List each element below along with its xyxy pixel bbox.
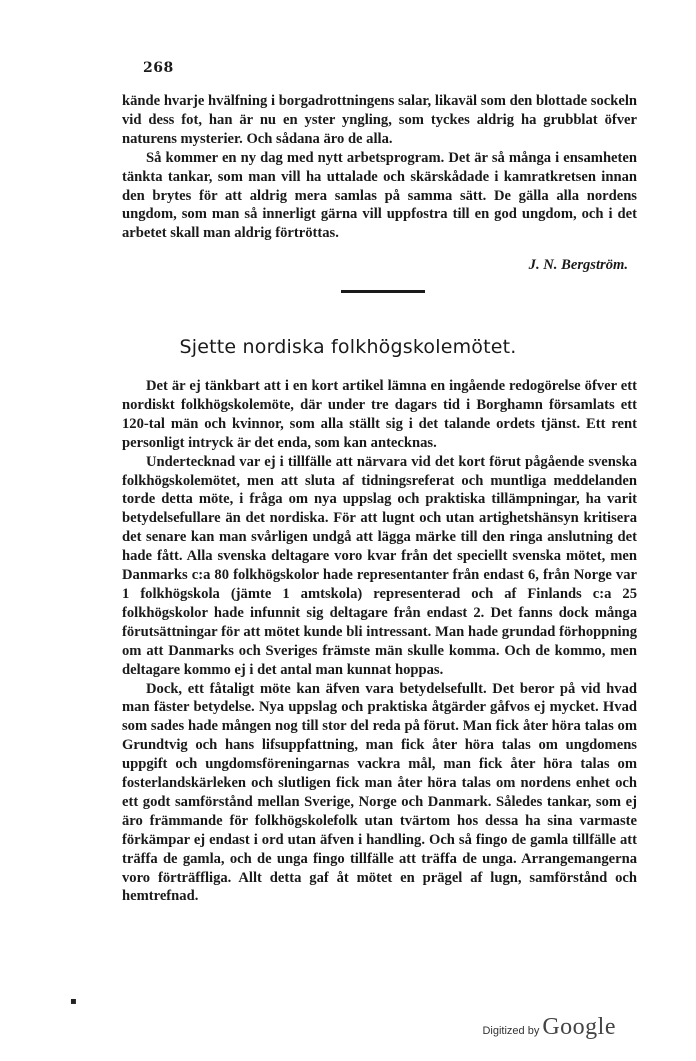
section-title: Sjette nordiska folkhögskolemötet. (179, 336, 517, 358)
margin-mark: ▪ (70, 996, 77, 1007)
article-end-paragraph-1: kände hvarje hvälfning i borgadrottningens salar, likaväl som den blottade sockeln vid dess fot, han är nu en yster yngling, som tyckes aldrig ha grubblat öfver naturens mysterier. Och sådana äro de alla. (122, 93, 637, 147)
digitized-prefix: Digitized by (482, 1025, 540, 1037)
google-logo: Google (542, 1014, 616, 1040)
section-paragraph-1: Det är ej tänkbart att i en kort artikel lämna en ingående redogörelse öfver ett nordiskt folkhögskolemöte, där under tre dagars tid i Borghamn församlats ett 120-tal män och kvinnor, som alla ställt sig i det talande ordets tjänst. Ett rent personligt intryck är det enda, som kan antecknas. (122, 378, 637, 451)
article-end-paragraph-2: Så kommer en ny dag med nytt arbetsprogram. Det är så många i ensamheten tänkta tankar, som man vill ha uttalade och skärskådade i kamratkretsen innan den brytes för att aldrig mera samlas på samma sätt. De gälla alla nordens ungdom, som man så innerligt gärna vill uppfostra till en god ungdom, och i det arbetet skall man aldrig förtröttas. (122, 149, 637, 242)
section-paragraph-3: Dock, ett fåtaligt möte kan äfven vara betydelsefullt. Det beror på vid hvad man fäster betydelse. Nya uppslag och praktiska åtgärder gåfvos ej mycket. Hvad som sades hade mången nog till stor del reda på förut. Man fick åter höra talas om Grundtvig och hans lifsuppfattning, man fick åter höra talas om ungdomens uppgift och ungdomsföreningarnas vackra mål, man fick åter höra talas om fosterlandskärleken och slutligen fick man åter höra talas om nordens enhet och ett godt samförstånd mellan Sverige, Norge och Danmark. Således tankar, som ej äro främmande för folkhögskolefolk utan tvärtom hos dessa ha sina varmaste förkämpar ej endast i ord utan äfven i handling. Och så fingo de gamla tillfälle att träffa de gamla, och de unga fingo tillfälle att träffa de unga. Arrangemangerna voro förträffliga. Allt detta gaf åt mötet en prägel af lugn, samförstånd och hemtrefnad. (122, 680, 637, 905)
digitized-watermark (482, 1014, 616, 1041)
article-end-text (122, 92, 637, 243)
section-divider (341, 290, 425, 293)
author-signature: J. N. Bergström. (528, 257, 628, 273)
section-body (122, 377, 637, 906)
page-number: 268 (143, 60, 174, 76)
section-paragraph-2: Undertecknad var ej i tillfälle att närvara vid det kort förut pågående svenska folkhögskolemötet, men att sluta af tidningsreferat och muntliga meddelanden torde detta möte, i fråga om nya uppslag och praktiska tillämpningar, ha varit betydelsefullare än det nordiska. För att lugnt och utan artighetshänsyn kritisera det senare kan man svårligen undgå att lägga märke till den ringa anslutning det hade fått. Alla svenska deltagare voro kvar från det speciellt svenska mötet, men Danmarks c:a 80 folkhögskolor hade representanter från endast 6, från Norge var 1 folkhögskola (jämte 1 amtskola) representerad och af Finlands c:a 25 folkhögskolor hade infunnit sig deltagare från endast 2. Det fanns dock många förutsättningar för att mötet kunde bli intressant. Man hade grundad förhoppning om att Danmarks och Sveriges främste män skulle komma. Och de kommo, men deltagare kommo ej i det antal man kunnat hoppas. (122, 453, 637, 678)
